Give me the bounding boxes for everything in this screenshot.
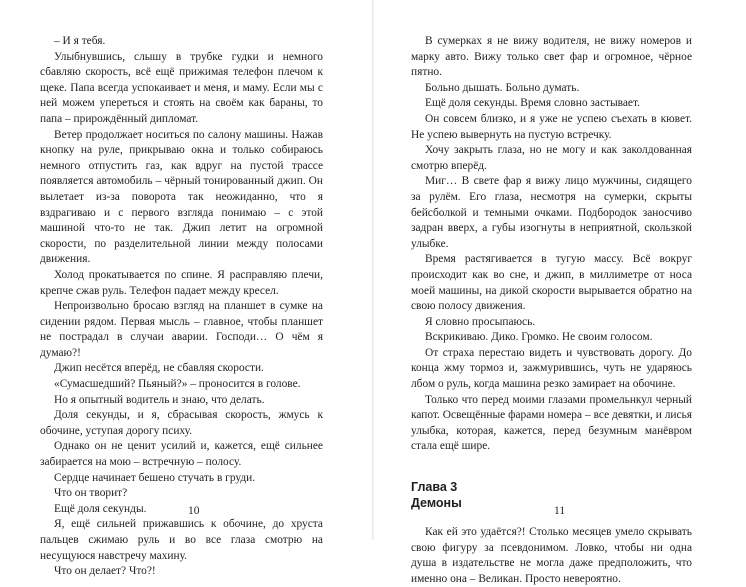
paragraph: Холод прокатывается по спине. Я расправляю плечи, крепче сжав руль. Телефон падает между кресел. (40, 268, 323, 297)
paragraph: – И я тебя. (54, 35, 106, 47)
paragraph: В сумерках я не вижу водителя, не вижу номеров и марку авто. Вижу только свет фар и огромное, чёрное пятно. (411, 35, 692, 79)
paragraph: Время растягивается в тугую массу. Всё вокруг происходит как во сне, и джип, в миллиметре от носа моей машины, на дикой скорости вырывается обратно на свою полосу движения. (411, 253, 692, 313)
chapter-heading (411, 479, 692, 511)
paragraph: Вскрикиваю. Дико. Громко. Не своим голосом. (425, 331, 653, 344)
paragraph: Сердце начинает бешено стучать в груди. (54, 471, 256, 484)
page-number: 11 (554, 505, 566, 517)
paragraph: От страха перестаю видеть и чувствовать дорогу. До конца жму тормоз и, зажмурившись, чуть не ударяюсь лбом о руль, когда машина резко замирает на обочине. (411, 346, 692, 391)
paragraph: Что он делает? Что?! (54, 565, 156, 578)
paragraph: Однако он не ценит усилий и, кажется, ещё сильнее забирается на мою – встречную – полосу. (40, 440, 323, 469)
paragraph: Хочу закрыть глаза, но не могу и как заколдованная смотрю вперёд. (411, 144, 692, 172)
paragraph: Непроизвольно бросаю взгляд на планшет в сумке на сидении рядом. Первая мысль – главное, чтобы планшет не пострадал в случаи аварии. Господи… О чём я думаю?! (40, 300, 323, 359)
paragraph: Я, ещё сильней прижавшись к обочине, до хруста пальцев сжимаю руль и во все глаза смотрю на несущуюся навстречу махину. (40, 518, 323, 562)
paragraph: Доля секунды, и я, сбрасывая скорость, жмусь к обочине, уступая дорогу психу. (40, 409, 323, 437)
paragraph: Улыбнувшись, слышу в трубке гудки и немного сбавляю скорость, всё ещё прижимая телефон плечом к щеке. Папа всегда успокаивает и меня, и маму. Если мы с ней можем упереться и стоять на своём как бараны, то папа – прирождённый дипломат. (40, 50, 323, 125)
paragraph: Но я опытный водитель и знаю, что делать. (54, 393, 265, 406)
paragraph: Больно дышать. Больно думать. (425, 81, 580, 94)
paragraph: Только что перед моими глазами промельнкул черный капот. Освещённые фарами номера – все девятки, и лисья улыбка, которая, кажется, перед безумным манёвром стала ещё шире. (411, 393, 692, 453)
right-page-text (411, 34, 692, 587)
chapter-number: Глава 3 (411, 480, 458, 495)
paragraph: Ветер продолжает носиться по салону машины. Нажав кнопку на руле, прикрываю окна и только собираюсь немного отпустить газ, как вдруг на пустой трассе появляется автомобиль – чёрный тонированный джип. Он вылетает из-за поворота так неожиданно, что я вздрагиваю и с первого взгляда понимаю – с этой машиной что-то не так. Джип летит на огромной скорости, по разделительной линии между полосами движения. (40, 128, 323, 266)
left-page (0, 0, 373, 578)
paragraph: Что он творит? (54, 487, 128, 500)
paragraph: Ещё доля секунды. (54, 502, 147, 515)
paragraph: «Сумасшедший? Пьяный?» – проносится в голове. (54, 378, 301, 391)
paragraph: Как ей это удаётся?! Столько месяцев умело скрывать свою фигуру за псевдонимом. Ловко, чтобы ни одна душа в издательстве не могла даже предположить, что именно она – Великан. Просто невероятно. (411, 526, 692, 585)
left-page-text (40, 34, 323, 580)
paragraph: Ещё доля секунды. Время словно застывает. (425, 97, 640, 110)
paragraph: Джип несётся вперёд, не сбавляя скорости. (54, 362, 264, 375)
paragraph: Миг… В свете фар я вижу лицо мужчины, сидящего за рулём. Его глаза, несмотря на сумерки, скрыты бейсболкой и темными очками. Подбородок заносчиво задран вверх, а губы изогнуты в неприятной, скользкой улыбке. (411, 175, 692, 250)
page-number: 10 (188, 505, 200, 517)
chapter-title: Демоны (411, 496, 462, 511)
paragraph: Я словно просыпаюсь. (425, 315, 536, 328)
paragraph: Он совсем близко, и я уже не успею съехать в кювет. Не успею вывернуть на пустую встречку. (411, 112, 692, 141)
right-page (373, 0, 746, 585)
